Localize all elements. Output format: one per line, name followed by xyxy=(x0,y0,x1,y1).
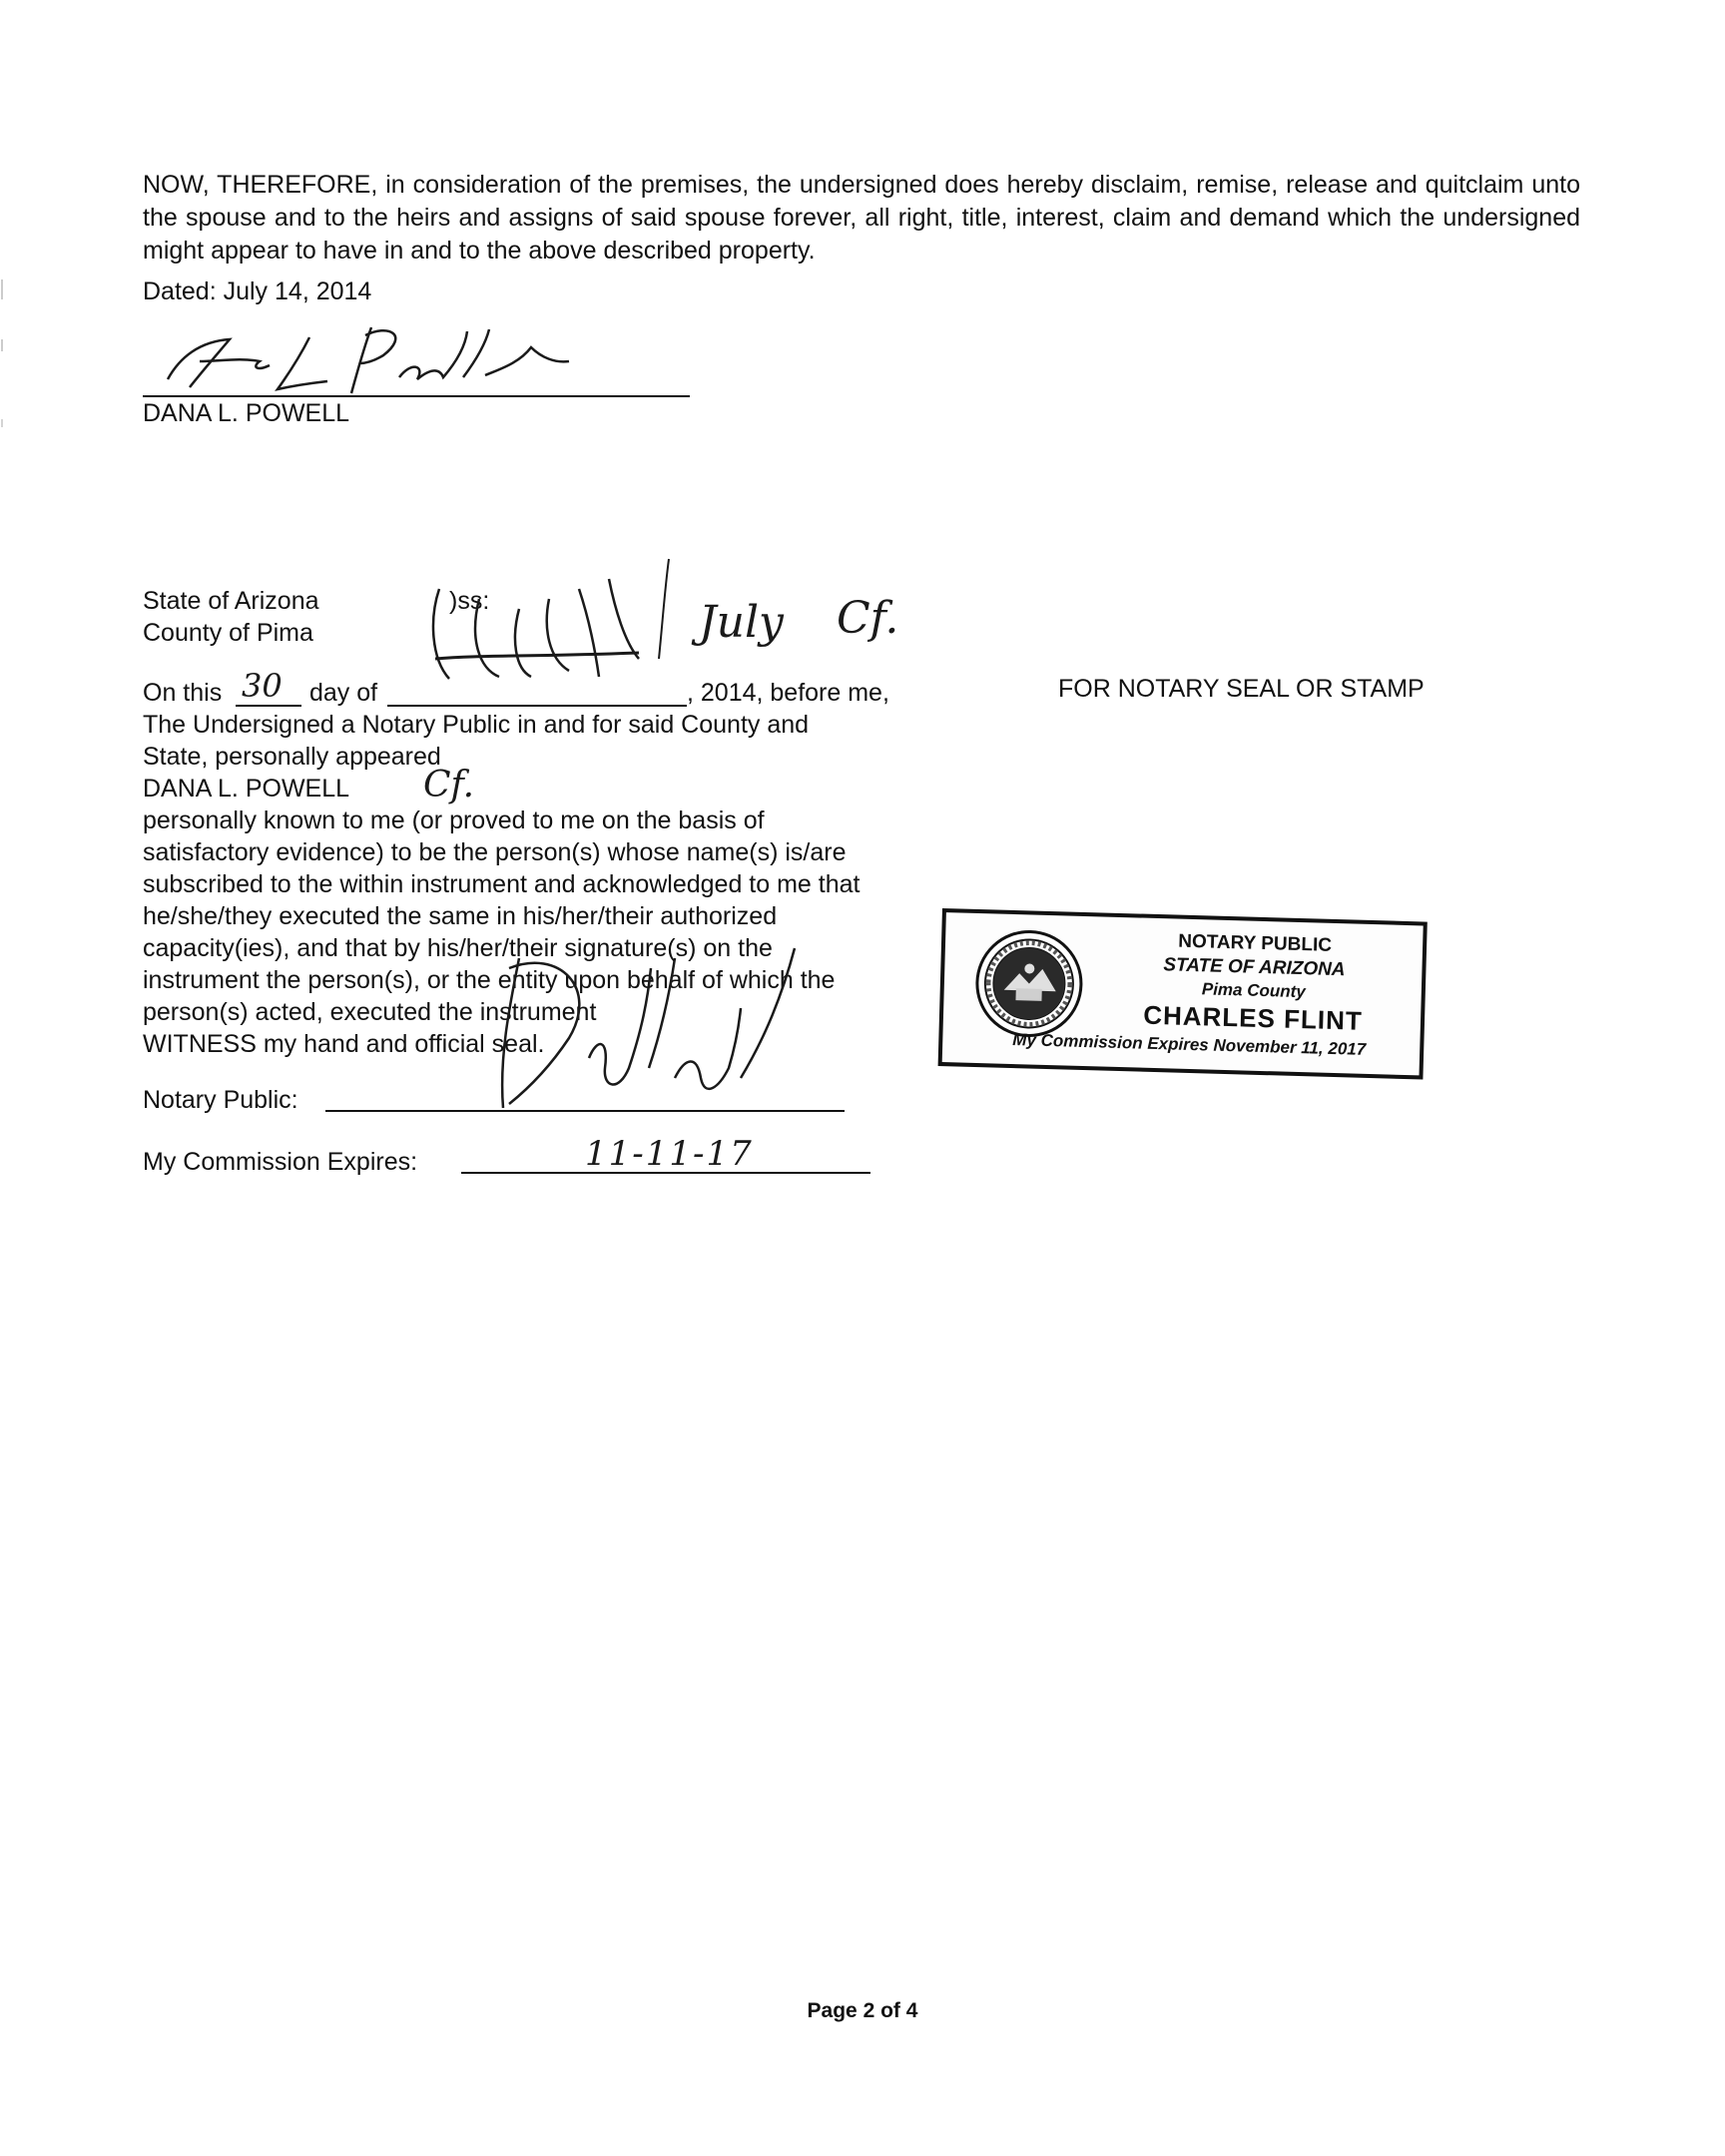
dated-line: Dated: July 14, 2014 xyxy=(143,277,372,305)
signer-signature xyxy=(160,317,579,397)
notary-ss: )ss: xyxy=(449,587,490,615)
day-of-label: day of xyxy=(309,679,378,707)
year-suffix: , 2014, before me, xyxy=(687,679,889,707)
stamp-commission: My Commission Expires November 11, 2017 xyxy=(1012,1030,1367,1059)
struck-out-month xyxy=(419,559,739,689)
ack-line-6: subscribed to the within instrument and acknowledged to me that xyxy=(143,870,861,898)
ack-line-5: satisfactory evidence) to be the person(s) whose name(s) is/are xyxy=(143,838,847,866)
handwritten-month: July xyxy=(699,597,784,648)
handwritten-initials-2: Cf. xyxy=(423,765,475,806)
arizona-seal-icon xyxy=(972,927,1085,1040)
stamp-notary-name: CHARLES FLINT xyxy=(1142,999,1364,1036)
page-number: Page 2 of 4 xyxy=(807,1999,918,2022)
day-blank-line xyxy=(236,705,301,707)
notary-public-label: Notary Public: xyxy=(143,1086,298,1114)
stamp-county: Pima County xyxy=(1201,979,1307,1002)
scan-edge-marks xyxy=(0,0,12,2156)
ack-line-8: capacity(ies), and that by his/her/their signature(s) on the xyxy=(143,934,773,962)
signer-name: DANA L. POWELL xyxy=(143,399,350,427)
seal-placeholder-label: FOR NOTARY SEAL OR STAMP xyxy=(1058,675,1425,703)
notary-public-line xyxy=(325,1110,845,1112)
ack-line-3: DANA L. POWELL xyxy=(143,775,350,803)
ack-line-9: instrument the person(s), or the entity upon behalf of which the xyxy=(143,966,836,994)
ack-line-2: State, personally appeared xyxy=(143,743,441,771)
notary-signature xyxy=(479,928,819,1128)
notary-stamp xyxy=(938,908,1428,1080)
notary-state: State of Arizona xyxy=(143,587,319,615)
handwritten-initials: Cf. xyxy=(837,593,899,644)
ack-line-11: WITNESS my hand and official seal. xyxy=(143,1030,545,1058)
commission-label: My Commission Expires: xyxy=(143,1148,418,1176)
commission-line xyxy=(461,1172,870,1174)
stamp-state: STATE OF ARIZONA xyxy=(1163,954,1346,981)
month-blank-line xyxy=(387,705,687,707)
notary-county: County of Pima xyxy=(143,619,313,647)
ack-line-10: person(s) acted, executed the instrument xyxy=(143,998,597,1026)
ack-line-1: The Undersigned a Notary Public in and for said County and xyxy=(143,711,810,739)
on-this-label: On this xyxy=(143,679,223,707)
handwritten-day: 30 xyxy=(242,667,283,705)
stamp-notary-public: NOTARY PUBLIC xyxy=(1177,930,1333,956)
ack-line-4: personally known to me (or proved to me on the basis of xyxy=(143,807,765,834)
handwritten-commission-date: 11-11-17 xyxy=(585,1134,754,1174)
ack-line-7: he/she/they executed the same in his/her/their authorized xyxy=(143,902,778,930)
quitclaim-paragraph: NOW, THEREFORE, in consideration of the premises, the undersigned does hereby disclaim, remise, release and quitclaim unto the spouse and to the heirs and assigns of said spouse forever, all right, title, interest, claim and demand which the undersigned might appear to have in and to the above described property. xyxy=(143,171,1580,265)
